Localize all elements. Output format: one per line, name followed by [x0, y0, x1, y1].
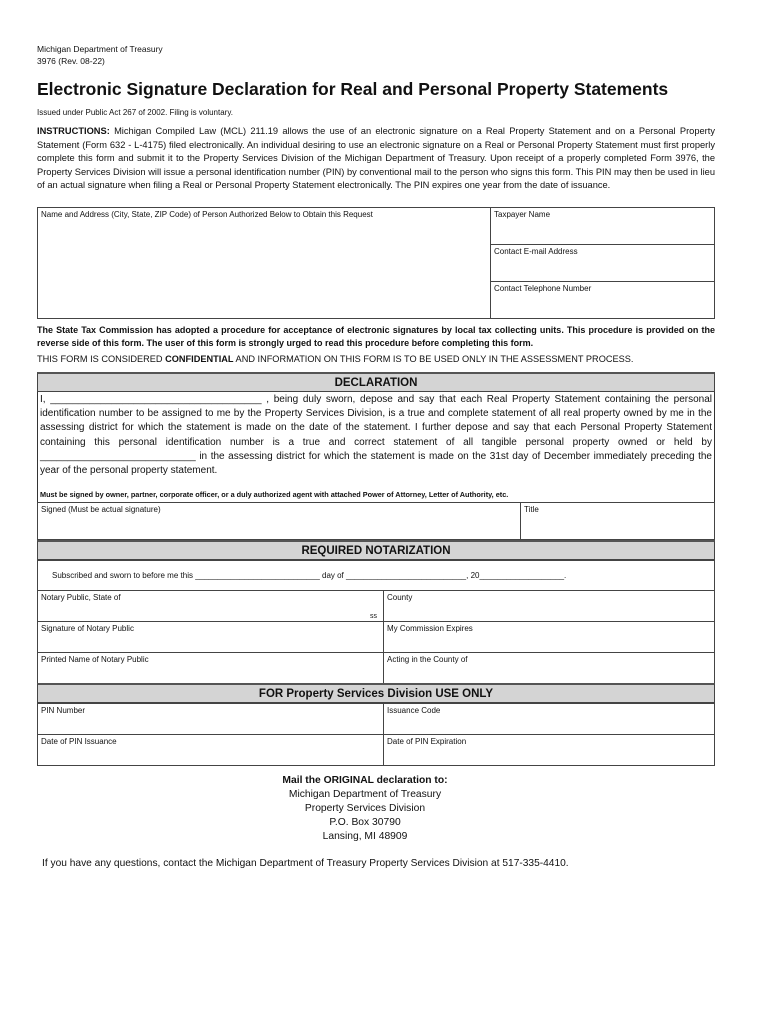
- mail-line: P.O. Box 30790: [329, 817, 401, 828]
- signature-label: Signed (Must be actual signature): [41, 505, 161, 514]
- notary-state-field[interactable]: [37, 590, 384, 622]
- signature-field[interactable]: [37, 502, 521, 540]
- contact-email-label: Contact E-mail Address: [494, 247, 578, 256]
- acting-county-label: Acting in the County of: [387, 655, 468, 664]
- ss-label: ss: [370, 613, 377, 620]
- notary-signature-field[interactable]: [37, 621, 384, 653]
- name-address-field[interactable]: [37, 207, 491, 319]
- subscribed-text: Subscribed and sworn to before me this ____________________________ day of ___________________________, 20___________________.: [52, 571, 567, 580]
- instructions-text: Michigan Compiled Law (MCL) 211.19 allows the use of an electronic signature on a Real Property Statement and on a Personal Property Statement (Form 632 - L-4175) filed electronically. An individual desiring to use an electronic signature on a Real or Personal Property Statement must first properly complete this form and submit it to the Property Services Division of the Michigan Department of Treasury. Upon receipt of a properly completed Form 3976, the Property Services Division will issue a personal identification number (PIN) by conventional mail to the person who signs this form. This PIN may then be used in lieu of an actual signature when filing a Real or Personal Property Statement electronically. The PIN expires one year from the date of issuance.: [37, 126, 715, 191]
- title-label: Title: [524, 505, 539, 514]
- subscribed-line[interactable]: [37, 560, 715, 591]
- printed-name-field[interactable]: [37, 652, 384, 684]
- notary-state-label: Notary Public, State of: [41, 593, 121, 602]
- questions-contact: If you have any questions, contact the Michigan Department of Treasury Property Services Division at 517-335-4410.: [42, 858, 569, 869]
- pin-issuance-field[interactable]: [37, 734, 384, 766]
- confidential-after: AND INFORMATION ON THIS FORM IS TO BE USED ONLY IN THE ASSESSMENT PROCESS.: [233, 354, 634, 364]
- agency-name: Michigan Department of Treasury: [37, 44, 163, 54]
- pin-number-label: PIN Number: [41, 706, 86, 715]
- title-field[interactable]: [520, 502, 715, 540]
- procedure-notice: The State Tax Commission has adopted a procedure for acceptance of electronic signatures by local tax collecting units. This procedure is provided on the reverse side of this form. The user of this form is strongly urged to read this procedure before completing this form.: [37, 325, 715, 348]
- issuance-code-label: Issuance Code: [387, 706, 441, 715]
- contact-phone-field[interactable]: [490, 281, 715, 319]
- contact-email-field[interactable]: [490, 244, 715, 282]
- notarization-heading: REQUIRED NOTARIZATION: [37, 540, 715, 560]
- pin-issuance-label: Date of PIN Issuance: [41, 737, 117, 746]
- form-number: 3976 (Rev. 08-22): [37, 56, 105, 66]
- mail-line: Property Services Division: [304, 803, 426, 814]
- instructions: [37, 125, 715, 193]
- must-sign-note: Must be signed by owner, partner, corporate officer, or a duly authorized agent with attached Power of Attorney, Letter of Authority, etc.: [40, 490, 509, 499]
- issued-note: Issued under Public Act 267 of 2002. Filing is voluntary.: [37, 108, 233, 117]
- commission-expires-field[interactable]: [383, 621, 715, 653]
- pin-expiration-label: Date of PIN Expiration: [387, 737, 467, 746]
- contact-phone-label: Contact Telephone Number: [494, 284, 592, 293]
- printed-name-label: Printed Name of Notary Public: [41, 655, 149, 664]
- county-label: County: [387, 593, 413, 602]
- mail-heading: Mail the ORIGINAL declaration to:: [282, 775, 448, 786]
- commission-expires-label: My Commission Expires: [387, 624, 473, 633]
- acting-county-field[interactable]: [383, 652, 715, 684]
- page-title: Electronic Signature Declaration for Real and Personal Property Statements: [37, 79, 669, 99]
- notary-signature-label: Signature of Notary Public: [41, 624, 134, 633]
- declaration-text: I, ______________________________________ , being duly sworn, depose and say that each Real Property Statement containing the personal identification number to be assigned to me by the Property Services Division, is a true and complete statement of all real property owned by me in the assessing district for which the statement is made on the date of the statement. I further depose and say that each Personal Property Statement containing this personal identification number is a true and correct statement of all tangible personal property owned or held by ____________________________ in the assessing district for which the statement is made on the 31st day of December immediately preceding the year of the personal property statement.: [40, 394, 712, 477]
- instructions-label: INSTRUCTIONS:: [37, 126, 110, 136]
- pin-expiration-field[interactable]: [383, 734, 715, 766]
- confidential-bold: CONFIDENTIAL: [165, 354, 234, 364]
- mail-line: Lansing, MI 48909: [322, 831, 408, 842]
- confidential-notice: [37, 354, 633, 364]
- taxpayer-name-label: Taxpayer Name: [494, 210, 551, 219]
- confidential-before: THIS FORM IS CONSIDERED: [37, 354, 166, 364]
- office-use-heading: FOR Property Services Division USE ONLY: [37, 683, 715, 703]
- mail-line: Michigan Department of Treasury: [288, 789, 442, 800]
- taxpayer-name-field[interactable]: [490, 207, 715, 245]
- issuance-code-field[interactable]: [383, 703, 715, 735]
- county-field[interactable]: [383, 590, 715, 622]
- name-address-label: Name and Address (City, State, ZIP Code) of Person Authorized Below to Obtain this Request: [41, 210, 373, 219]
- pin-number-field[interactable]: [37, 703, 384, 735]
- declaration-heading: DECLARATION: [37, 372, 715, 392]
